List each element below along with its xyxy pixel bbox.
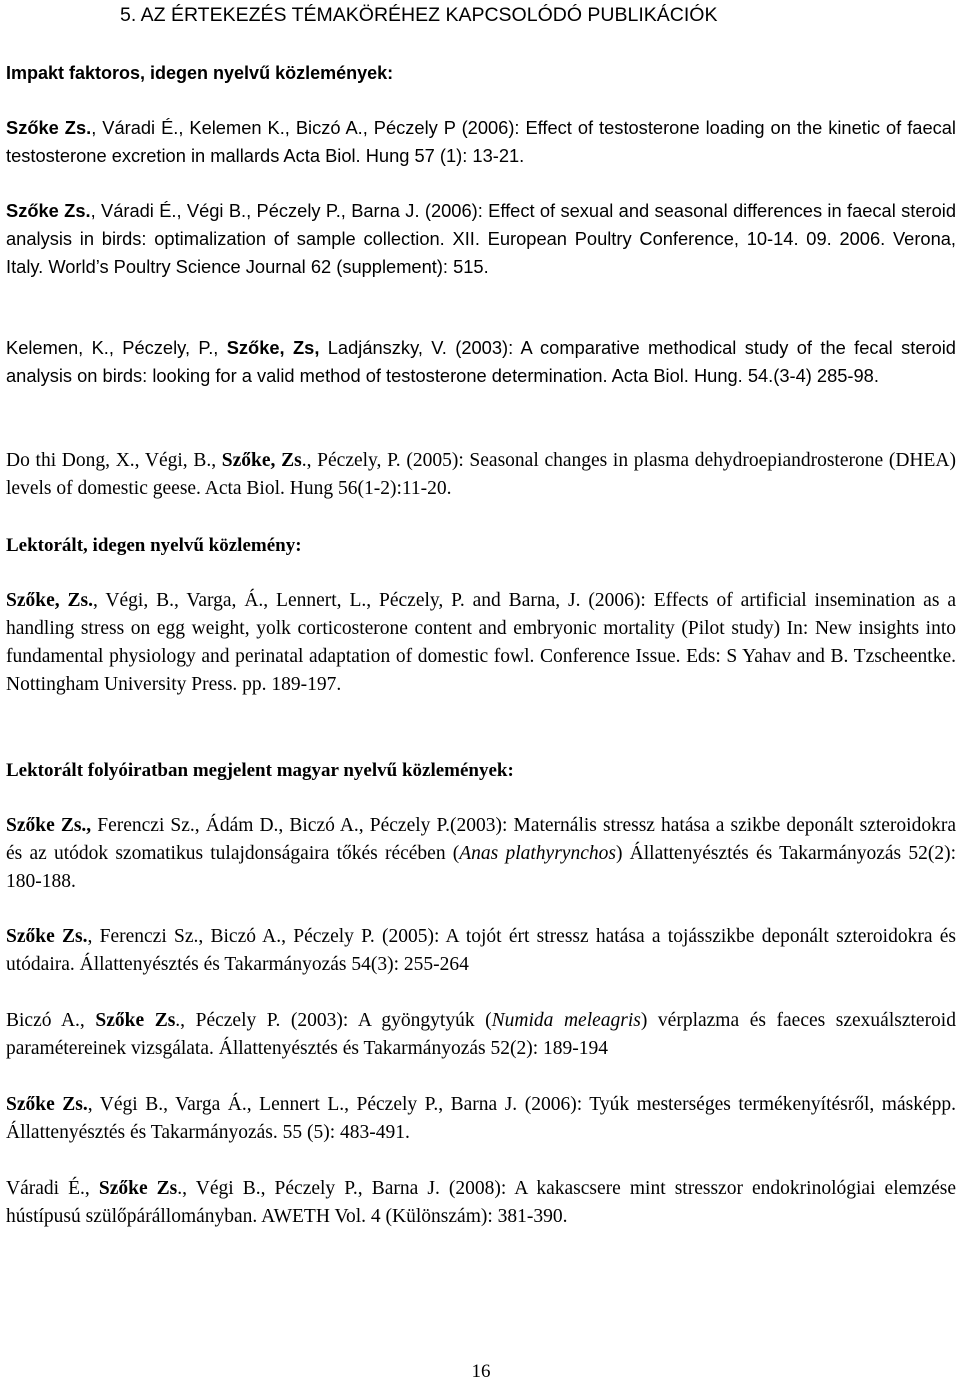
publication-entry xyxy=(6,1091,956,1147)
author-highlight: Szőke Zs. xyxy=(6,200,91,221)
publication-entry xyxy=(6,1007,956,1063)
author-highlight: Szőke Zs. xyxy=(6,1094,88,1115)
citation-text: , Váradi É., Végi B., Péczely P., Barna J. (2006): Effect of sexual and seasonal differences in faecal steroid analysis in birds: optimalization of sample collection. XII. European Poultry Conference, 10-14. 09. 2006. Verona, Italy. World’s Poultry Science Journal 62 (supplement): 515. xyxy=(6,200,956,277)
citation-text: , Végi, B., Varga, Á., Lennert, L., Péczely, P. and Barna, J. (2006): Effects of artificial insemination as a handling stress on egg weight, yolk corticosterone content and embryonic mortality (Pilot study) In: New insights into fundamental physiology and perinatal adaptation of domestic fowl. Conference Issue. Eds: S Yahav and B. Tzscheentke. Nottingham University Press. pp. 189-197. xyxy=(6,590,956,695)
section-heading-reviewed-hungarian: Lektorált folyóiratban megjelent magyar nyelvű közlemények: xyxy=(6,760,514,781)
citation-prefix: Biczó A., xyxy=(6,1010,96,1031)
author-highlight: Szőke, Zs. xyxy=(6,590,93,611)
chapter-title: 5. AZ ÉRTEKEZÉS TÉMAKÖRÉHEZ KAPCSOLÓDÓ PUBLIKÁCIÓK xyxy=(120,4,718,26)
publication-entry xyxy=(6,197,956,281)
publication-entry xyxy=(6,334,956,390)
author-highlight: Szőke Zs. xyxy=(6,926,88,947)
author-highlight: Szőke, Zs, xyxy=(226,337,320,358)
citation-prefix: Kelemen, K., Péczely, P., xyxy=(6,337,227,358)
citation-prefix: Váradi É., xyxy=(6,1178,99,1199)
author-highlight: Szőke Zs xyxy=(98,1178,178,1199)
author-highlight: Szőke Zs xyxy=(95,1010,176,1031)
publication-entry xyxy=(6,114,956,170)
species-name: Numida meleagris xyxy=(491,1010,641,1031)
citation-prefix: Do thi Dong, X., Végi, B., xyxy=(6,450,222,471)
publication-entry xyxy=(6,923,956,979)
citation-text: ., Péczely P. (2003): A gyöngytyúk ( xyxy=(175,1010,492,1031)
citation-text: ., Péczely, P. (2005): Seasonal changes in plasma dehydroepiandrosterone (DHEA) levels of domestic geese. Acta Biol. Hung 56(1-2):11-20. xyxy=(6,450,956,499)
species-name: Anas plathyrynchos xyxy=(459,843,616,864)
citation-text: , Végi B., Varga Á., Lennert L., Péczely P., Barna J. (2006): Tyúk mesterséges termékenyítésről, másképp. Állattenyésztés és Takarmányozás. 55 (5): 483-491. xyxy=(6,1094,956,1143)
author-highlight: Szőke, Zs xyxy=(221,450,302,471)
publication-entry xyxy=(6,812,956,896)
section-heading-impact-factor: Impakt faktoros, idegen nyelvű közlemények: xyxy=(6,63,394,83)
citation-suffix: ) Állattenyésztés és Takarmányozás 52(2): 180-188. xyxy=(6,843,956,892)
citation-text: Ladjánszky, V. (2003): A comparative methodical study of the fecal steroid analysis on birds: looking for a valid method of testosterone determination. Acta Biol. Hung. 54.(3-4) 285-98. xyxy=(6,337,956,386)
publication-entry xyxy=(6,447,956,503)
citation-suffix: ) vérplazma és faeces szexuálszteroid paramétereinek vizsgálata. Állattenyésztés és Takarmányozás 52(2): 189-194 xyxy=(6,1010,956,1059)
author-highlight: Szőke Zs. xyxy=(6,117,92,138)
citation-text: , Ferenczi Sz., Biczó A., Péczely P. (2005): A tojót ért stressz hatása a tojásszikbe deponált szteroidokra és utódaira. Állattenyésztés és Takarmányozás 54(3): 255-264 xyxy=(6,926,956,975)
section-heading-reviewed-foreign: Lektorált, idegen nyelvű közlemény: xyxy=(6,535,302,556)
citation-text: , Váradi É., Kelemen K., Biczó A., Péczely P (2006): Effect of testosterone loading on the kinetic of faecal testosterone excretion in mallards Acta Biol. Hung 57 (1): 13-21. xyxy=(6,117,956,166)
citation-text: Ferenczi Sz., Ádám D., Biczó A., Péczely P.(2003): Maternális stressz hatása a szikbe deponált szteroidokra és az utódok szomatikus tulajdonságaira tőkés récében ( xyxy=(6,815,956,864)
citation-text: ., Végi B., Péczely P., Barna J. (2008): A kakascsere mint stresszor endokrinológiai elemzése hústípusú szülőpárállományban. AWETH Vol. 4 (Különszám): 381-390. xyxy=(6,1178,956,1227)
publication-entry xyxy=(6,1175,956,1231)
publication-entry xyxy=(6,587,956,699)
page-number: 16 xyxy=(471,1361,491,1382)
author-highlight: Szőke Zs., xyxy=(6,815,92,836)
